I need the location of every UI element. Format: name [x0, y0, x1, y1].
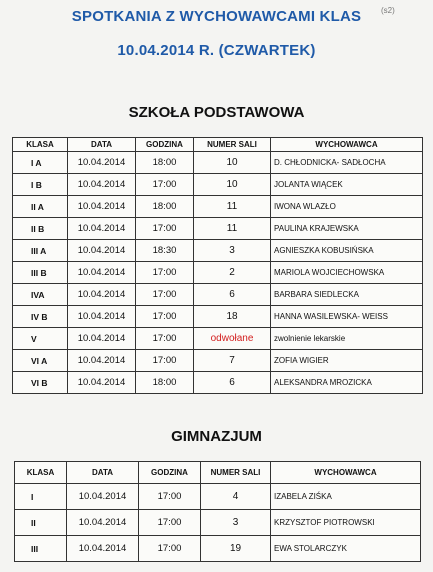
cell-data: 10.04.2014 [68, 372, 136, 394]
cell-data: 10.04.2014 [68, 306, 136, 328]
table-row [13, 350, 423, 372]
column-header: NUMER SALI [201, 462, 271, 484]
document-date: 10.04.2014 R. (CZWARTEK) [117, 42, 316, 59]
table-row [13, 218, 423, 240]
cell-wychowawca: HANNA WASILEWSKA- WEISS [271, 306, 423, 328]
cell-data: 10.04.2014 [68, 174, 136, 196]
table-row [13, 372, 423, 394]
table-row [15, 484, 421, 510]
cell-wychowawca: IZABELA ZIŚKA [271, 484, 421, 510]
cell-godzina: 18:30 [136, 240, 194, 262]
cell-data: 10.04.2014 [68, 240, 136, 262]
cell-klasa: VI B [13, 372, 68, 394]
gimnazjum-heading: GIMNAZJUM [171, 428, 262, 445]
cell-godzina: 18:00 [136, 196, 194, 218]
column-header: GODZINA [139, 462, 201, 484]
cell-sala: 11 [194, 196, 271, 218]
cell-klasa: III B [13, 262, 68, 284]
cell-sala: 11 [194, 218, 271, 240]
table-row [13, 262, 423, 284]
cell-data: 10.04.2014 [68, 284, 136, 306]
cell-wychowawca: zwolnienie lekarskie [271, 328, 423, 350]
cell-klasa: I B [13, 174, 68, 196]
table-header-row [13, 138, 423, 152]
table-row [13, 152, 423, 174]
table-row [13, 306, 423, 328]
column-header: KLASA [13, 138, 68, 152]
cell-sala: 18 [194, 306, 271, 328]
cell-klasa: I [15, 484, 67, 510]
cell-godzina: 18:00 [136, 152, 194, 174]
cell-wychowawca: EWA STOLARCZYK [271, 536, 421, 562]
cell-wychowawca: JOLANTA WIĄCEK [271, 174, 423, 196]
cell-wychowawca: AGNIESZKA KOBUSIŃSKA [271, 240, 423, 262]
corner-mark: (s2) [381, 6, 395, 15]
cell-sala: 3 [194, 240, 271, 262]
cell-klasa: II A [13, 196, 68, 218]
cell-godzina: 17:00 [139, 484, 201, 510]
table-row [13, 196, 423, 218]
cell-data: 10.04.2014 [67, 484, 139, 510]
cell-wychowawca: D. CHŁODNICKA- SADŁOCHA [271, 152, 423, 174]
cell-wychowawca: PAULINA KRAJEWSKA [271, 218, 423, 240]
cell-data: 10.04.2014 [68, 152, 136, 174]
cell-data: 10.04.2014 [68, 328, 136, 350]
column-header: NUMER SALI [194, 138, 271, 152]
cell-sala: 19 [201, 536, 271, 562]
cell-klasa: II [15, 510, 67, 536]
cell-data: 10.04.2014 [67, 536, 139, 562]
column-header: GODZINA [136, 138, 194, 152]
table-row [15, 510, 421, 536]
cell-wychowawca: KRZYSZTOF PIOTROWSKI [271, 510, 421, 536]
cell-godzina: 17:00 [136, 306, 194, 328]
cell-godzina: 17:00 [136, 262, 194, 284]
cell-klasa: V [13, 328, 68, 350]
cell-sala: 4 [201, 484, 271, 510]
cell-klasa: II B [13, 218, 68, 240]
cell-sala: 3 [201, 510, 271, 536]
cell-klasa: IVA [13, 284, 68, 306]
column-header: WYCHOWAWCA [271, 462, 421, 484]
table-row [13, 284, 423, 306]
cell-sala: 7 [194, 350, 271, 372]
column-header: KLASA [15, 462, 67, 484]
cell-data: 10.04.2014 [67, 510, 139, 536]
cell-godzina: 18:00 [136, 372, 194, 394]
table-row [13, 328, 423, 350]
cell-sala: 2 [194, 262, 271, 284]
cell-godzina: 17:00 [136, 350, 194, 372]
cell-sala: 6 [194, 372, 271, 394]
cell-sala: 10 [194, 174, 271, 196]
cell-sala: 6 [194, 284, 271, 306]
cell-godzina: 17:00 [136, 174, 194, 196]
cell-godzina: 17:00 [139, 510, 201, 536]
column-header: WYCHOWAWCA [271, 138, 423, 152]
cell-wychowawca: BARBARA SIEDLECKA [271, 284, 423, 306]
table-row [13, 174, 423, 196]
cell-klasa: III A [13, 240, 68, 262]
primary-school-heading: SZKOŁA PODSTAWOWA [128, 104, 305, 121]
cell-sala: 10 [194, 152, 271, 174]
cell-data: 10.04.2014 [68, 350, 136, 372]
column-header: DATA [68, 138, 136, 152]
table-row [15, 536, 421, 562]
cell-klasa: I A [13, 152, 68, 174]
cell-wychowawca: ALEKSANDRA MROZICKA [271, 372, 423, 394]
cell-wychowawca: MARIOLA WOJCIECHOWSKA [271, 262, 423, 284]
cell-data: 10.04.2014 [68, 218, 136, 240]
cell-data: 10.04.2014 [68, 196, 136, 218]
cell-godzina: 17:00 [139, 536, 201, 562]
cell-klasa: IV B [13, 306, 68, 328]
column-header: DATA [67, 462, 139, 484]
cell-godzina: 17:00 [136, 284, 194, 306]
table-header-row [15, 462, 421, 484]
gimnazjum-table [14, 461, 421, 562]
cell-data: 10.04.2014 [68, 262, 136, 284]
document-title: SPOTKANIA Z WYCHOWAWCAMI KLAS [71, 8, 362, 25]
cell-sala: odwołane [194, 328, 271, 350]
primary-school-table [12, 137, 423, 394]
cell-godzina: 17:00 [136, 218, 194, 240]
cell-klasa: III [15, 536, 67, 562]
cell-klasa: VI A [13, 350, 68, 372]
cell-godzina: 17:00 [136, 328, 194, 350]
cell-wychowawca: ZOFIA WIGIER [271, 350, 423, 372]
cell-wychowawca: IWONA WLAZŁO [271, 196, 423, 218]
table-row [13, 240, 423, 262]
